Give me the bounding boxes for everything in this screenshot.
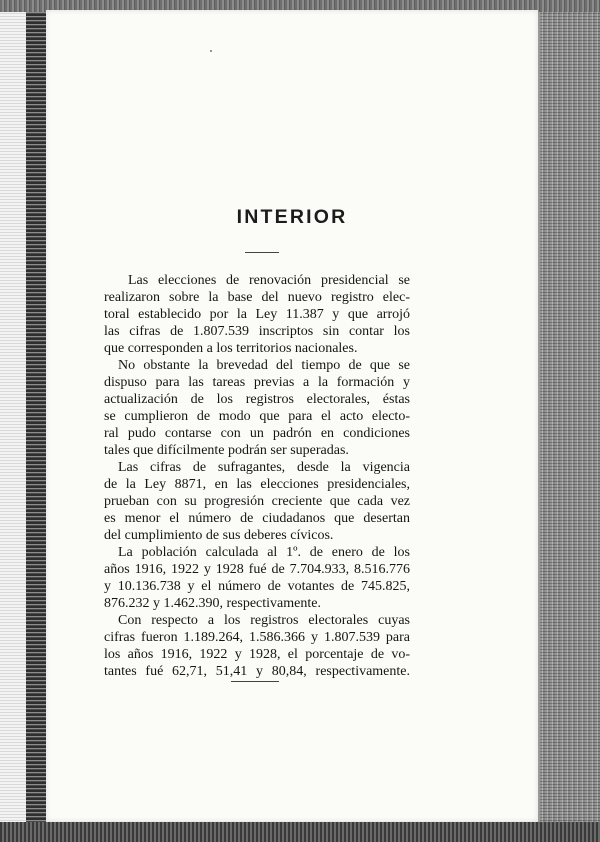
body-text [104, 272, 410, 680]
text-line: Las elecciones de renovación presidencial se [128, 273, 410, 288]
scan-bottom-edge [0, 822, 600, 842]
text-line: del cumplimiento de sus deberes cívicos. [104, 528, 334, 543]
text-line: Las cifras de sufragantes, desde la vigencia [118, 460, 410, 475]
text-line: ral pudo contarse con un padrón en condiciones [104, 426, 410, 441]
scan-right-margin [540, 0, 600, 842]
text-line: realizaron sobre la base del nuevo registro elec- [104, 290, 410, 305]
document-page [46, 10, 538, 822]
text-line: años 1916, 1922 y 1928 fué de 7.704.933, 8.516.776 [104, 562, 410, 577]
text-line: toral establecido por la Ley 11.387 y que arrojó [104, 307, 410, 322]
text-line: 876.232 y 1.462.390, respectivamente. [104, 596, 321, 611]
text-line: las cifras de 1.807.539 inscriptos sin contar los [104, 324, 410, 339]
page-title: INTERIOR [236, 206, 348, 228]
text-line: que corresponden a los territorios nacionales. [104, 341, 358, 356]
text-line: es menor el número de ciudadanos que desertan [104, 511, 410, 526]
text-line: dispuso para las tareas previas a la formación y [104, 375, 410, 390]
page-speck [210, 50, 212, 52]
text-line: cifras fueron 1.189.264, 1.586.366 y 1.807.539 para [104, 630, 410, 645]
text-line: los años 1916, 1922 y 1928, el porcentaje de vo- [104, 647, 410, 662]
text-line: de la Ley 8871, en las elecciones presidenciales, [104, 477, 410, 492]
text-line: La población calculada al 1º. de enero de los [118, 545, 410, 560]
text-line: No obstante la brevedad del tiempo de que se [118, 358, 410, 373]
end-divider [231, 681, 279, 682]
text-line: y 10.136.738 y el número de votantes de 745.825, [104, 579, 410, 594]
scan-binding-edge [26, 0, 46, 842]
title-divider [245, 252, 279, 253]
text-line: tantes fué 62,71, 51,41 y 80,84, respectivamente. [104, 664, 410, 679]
text-line: prueban con su progresión creciente que cada vez [104, 494, 410, 509]
text-line: tales que difícilmente podrán ser superadas. [104, 443, 349, 458]
text-line: se cumplieron de modo que para el acto electo- [104, 409, 410, 424]
text-line: actualización de los registros electorales, éstas [104, 392, 410, 407]
text-line: Con respecto a los registros electorales cuyas [118, 613, 410, 628]
